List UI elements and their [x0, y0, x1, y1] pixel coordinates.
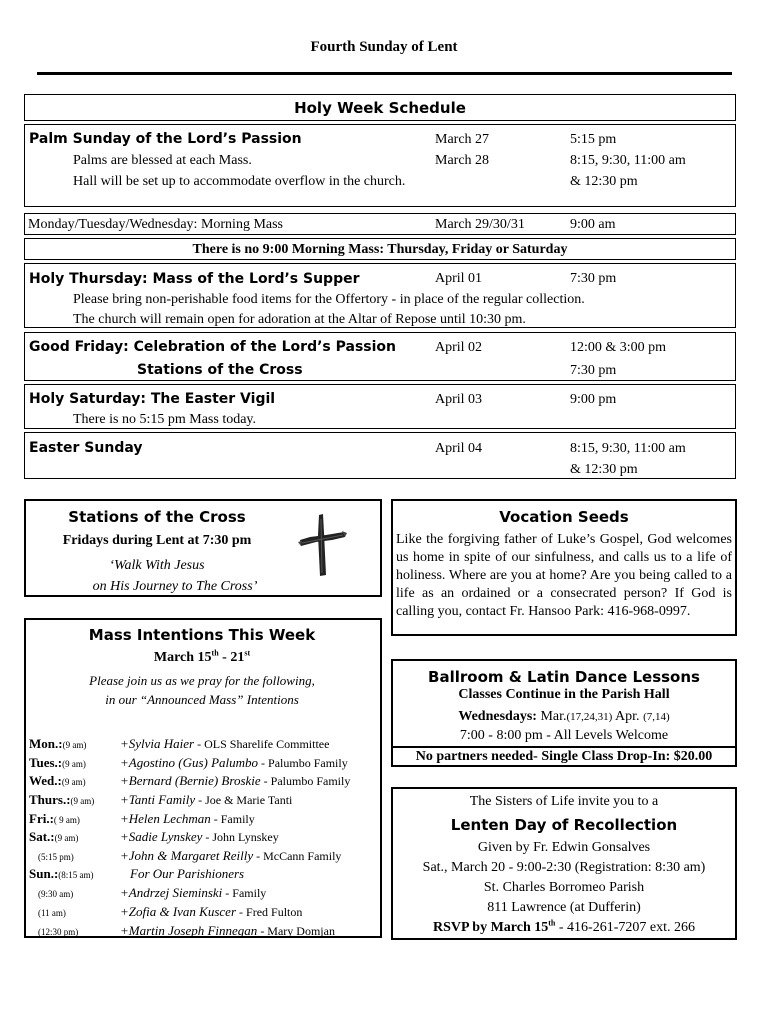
- mass-intentions-intro2: in our “Announced Mass” Intentions: [105, 692, 299, 707]
- holy-thursday-date: April 01: [435, 271, 483, 286]
- intention-day: Fri.:( 9 am): [29, 810, 80, 826]
- no-mass-notice: [24, 238, 736, 260]
- intention-day: Sat.:(9 am): [29, 829, 79, 844]
- intention-row: [26, 883, 378, 902]
- intention-day: Mon.:(9 am): [29, 736, 87, 751]
- good-friday-time1: 12:00 & 3:00 pm: [570, 340, 667, 355]
- easter-sunday-date: April 04: [435, 441, 483, 456]
- vocation-title: Vocation Seeds: [499, 508, 629, 526]
- intention-name: +Bernard (Bernie) Broskie - Palumbo Family: [120, 773, 351, 788]
- palm-sunday-note1: Palms are blessed at each Mass.: [73, 153, 252, 168]
- weekday-mass-row: [24, 213, 736, 235]
- ballroom-title: Ballroom & Latin Dance Lessons: [428, 668, 700, 686]
- title-rule: [37, 72, 732, 75]
- no-mass-notice-text: There is no 9:00 Morning Mass: Thursday, Friday or Saturday: [192, 242, 568, 257]
- holy-thursday-title: Holy Thursday: Mass of the Lord’s Supper: [29, 271, 360, 287]
- intention-day: (11 am): [38, 908, 66, 918]
- holy-thursday-time: 7:30 pm: [570, 271, 617, 286]
- easter-sunday-title: Easter Sunday: [29, 440, 143, 456]
- ballroom-box: [391, 659, 737, 767]
- palm-sunday-time1: 5:15 pm: [570, 132, 617, 147]
- palm-sunday-time3: & 12:30 pm: [570, 174, 638, 189]
- intention-list: [26, 734, 378, 938]
- ballroom-time: 7:00 - 8:00 pm - All Levels Welcome: [459, 728, 669, 743]
- intention-row: [26, 827, 378, 846]
- intention-row: [26, 734, 378, 753]
- intention-name: +John & Margaret Reilly - McCann Family: [120, 848, 342, 863]
- intention-name: For Our Parishioners: [130, 866, 245, 881]
- intention-row: [26, 753, 378, 772]
- holy-saturday-section: [24, 384, 736, 429]
- cross-icon: [296, 513, 348, 577]
- good-friday-section: [24, 332, 736, 381]
- intention-day: (12:30 pm): [38, 926, 79, 937]
- good-friday-time2: 7:30 pm: [570, 363, 617, 378]
- intention-row: [26, 902, 378, 921]
- recollection-place: St. Charles Borromeo Parish: [483, 880, 645, 895]
- vocation-text: Like the forgiving father of Luke’s Gospel, God welcomes us home in spite of our sinfulness, and calls us to a life of holiness. Where are you at home? Are you being called to a life as an ordained or a consecrated person? If God is calling you, contact Fr. Hansoo Park: 416-968-0997.: [396, 532, 732, 619]
- weekday-mass-date: March 29/30/31: [435, 217, 525, 232]
- ballroom-subtitle: Classes Continue in the Parish Hall: [458, 687, 670, 702]
- recollection-box: [391, 787, 737, 940]
- good-friday-date: April 02: [435, 340, 483, 355]
- palm-sunday-time2: 8:15, 9:30, 11:00 am: [570, 153, 686, 168]
- easter-sunday-time1: 8:15, 9:30, 11:00 am: [570, 441, 686, 456]
- recollection-date: Sat., March 20 - 9:00-2:30 (Registration: 8:30 am): [422, 860, 706, 875]
- good-friday-title: Good Friday: Celebration of the Lord’s Passion: [29, 339, 397, 355]
- stations-times: Fridays during Lent at 7:30 pm: [62, 533, 252, 548]
- holy-saturday-date: April 03: [435, 392, 483, 407]
- palm-sunday-title: Palm Sunday of the Lord’s Passion: [29, 131, 302, 147]
- intention-row: [26, 864, 378, 883]
- intention-name: +Sadie Lynskey - John Lynskey: [120, 829, 279, 844]
- holy-thursday-section: [24, 263, 736, 328]
- intention-day: Sun.:(8:15 am): [29, 866, 94, 881]
- easter-sunday-section: [24, 432, 736, 479]
- weekday-mass-time: 9:00 am: [570, 217, 616, 232]
- intention-row: [26, 809, 378, 828]
- easter-sunday-time2: & 12:30 pm: [570, 462, 638, 477]
- intention-day: (9:30 am): [38, 889, 74, 899]
- good-friday-subtitle: Stations of the Cross: [137, 362, 303, 378]
- holy-week-title: Holy Week Schedule: [294, 99, 466, 117]
- holy-thursday-note1: Please bring non-perishable food items for the Offertory - in place of the regular collection.: [73, 292, 585, 307]
- intention-day: Tues.:(9 am): [29, 754, 86, 770]
- intention-name: +Sylvia Haier - OLS Sharelife Committee: [120, 736, 330, 751]
- intention-day: Thurs.:(9 am): [29, 792, 95, 807]
- intention-row: [26, 771, 378, 790]
- page-title: Fourth Sunday of Lent: [310, 39, 458, 55]
- intention-name: +Martin Joseph Finnegan - Mary Domjan: [120, 922, 335, 938]
- recollection-rsvp: RSVP by March 15th - 416-261-7207 ext. 266: [433, 918, 695, 935]
- mass-intentions-box: [24, 618, 382, 938]
- intention-day: (5:15 pm): [38, 852, 74, 862]
- intention-name: +Tanti Family - Joe & Marie Tanti: [120, 792, 293, 807]
- recollection-given-by: Given by Fr. Edwin Gonsalves: [477, 840, 651, 855]
- intention-name: +Helen Lechman - Family: [120, 810, 255, 826]
- intention-row: [26, 846, 378, 865]
- palm-sunday-section: [24, 124, 736, 207]
- palm-sunday-note2: Hall will be set up to accommodate overflow in the church.: [73, 174, 406, 189]
- palm-sunday-date2: March 28: [435, 153, 490, 168]
- holy-saturday-note: There is no 5:15 pm Mass today.: [73, 412, 257, 427]
- holy-thursday-note2: The church will remain open for adoration at the Altar of Repose until 10:30 pm.: [73, 312, 526, 327]
- recollection-address: 811 Lawrence (at Dufferin): [487, 900, 641, 915]
- recollection-title: Lenten Day of Recollection: [450, 816, 678, 834]
- stations-line3: on His Journey to The Cross’: [92, 579, 258, 594]
- holy-saturday-title: Holy Saturday: The Easter Vigil: [29, 391, 276, 407]
- stations-box: [24, 499, 382, 597]
- mass-intentions-intro1: Please join us as we pray for the following,: [89, 673, 315, 688]
- holy-saturday-time: 9:00 pm: [570, 392, 617, 407]
- weekday-mass-label: Monday/Tuesday/Wednesday: Morning Mass: [28, 217, 284, 232]
- ballroom-wednesdays: Wednesdays: Mar.(17,24,31) Apr. (7,14): [458, 709, 670, 724]
- intention-name: +Zofia & Ivan Kuscer - Fred Fulton: [120, 904, 303, 919]
- vocation-box: [391, 499, 737, 636]
- mass-intentions-dates: March 15th - 21st: [153, 648, 251, 665]
- intention-day: Wed.:(9 am): [29, 773, 86, 788]
- ballroom-dropin: No partners needed- Single Class Drop-In: $20.00: [415, 749, 713, 764]
- intention-row: [26, 921, 378, 940]
- stations-line2: ‘Walk With Jesus: [109, 558, 205, 573]
- recollection-intro: The Sisters of Life invite you to a: [469, 794, 659, 809]
- holy-week-header: [24, 94, 736, 121]
- palm-sunday-date1: March 27: [435, 132, 490, 147]
- ballroom-divider: [393, 746, 735, 748]
- mass-intentions-title: Mass Intentions This Week: [88, 626, 316, 644]
- intention-name: +Andrzej Sieminski - Family: [120, 885, 267, 900]
- intention-row: [26, 790, 378, 809]
- stations-title: Stations of the Cross: [68, 508, 246, 526]
- intention-name: +Agostino (Gus) Palumbo - Palumbo Family: [120, 754, 348, 770]
